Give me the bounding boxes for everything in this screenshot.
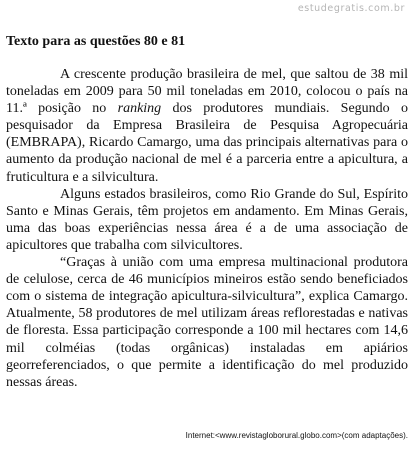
paragraph-1-italic-term: ranking xyxy=(117,101,162,117)
text-passage xyxy=(6,33,408,391)
paragraph-1 xyxy=(6,66,408,186)
paragraph-1-text-start: A crescente produção brasileira de mel, que saltou de 38 mil toneladas em 2009 para 50 mil toneladas em 2010, colocou o país na 11.ª posição no xyxy=(6,67,408,117)
paragraph-1-text-end: dos produtores mundiais. Segundo o pesquisador da Empresa Brasileira de Pesquisa Agropecuária (EMBRAPA), Ricardo Camargo, uma das principais alternativas para o aumento da produção nacional de mel é a parceria entre a apicultura, a fruticultura e a silvicultura. xyxy=(6,101,409,185)
paragraph-3: “Graças à união com uma empresa multinacional produtora de celulose, cerca de 46 municípios mineiros estão sendo beneficiados com o sistema de integração apicultura-silvicultura”, explica Camargo. Atualmente, 58 produtores de mel utilizam áreas reflorestadas e nativas de floresta. Essa participação corresponde a 100 mil hectares com 14,6 mil colméias (todas orgânicas) instaladas em apiários georreferenciados, o que permite a identificação do mel produzido nessas áreas. xyxy=(6,255,408,390)
passage-heading: Texto para as questões 80 e 81 xyxy=(6,34,186,49)
watermark: estudegratis.com.br xyxy=(297,3,405,14)
paragraph-2: Alguns estados brasileiros, como Rio Grande do Sul, Espírito Santo e Minas Gerais, têm projetos em andamento. Em Minas Gerais, uma das boas experiências nessa área é a de uma associação de apicultores que trabalha com silvicultores. xyxy=(6,186,408,253)
source-citation: Internet:<www.revistagloborural.globo.com>(com adaptações). xyxy=(185,431,408,440)
